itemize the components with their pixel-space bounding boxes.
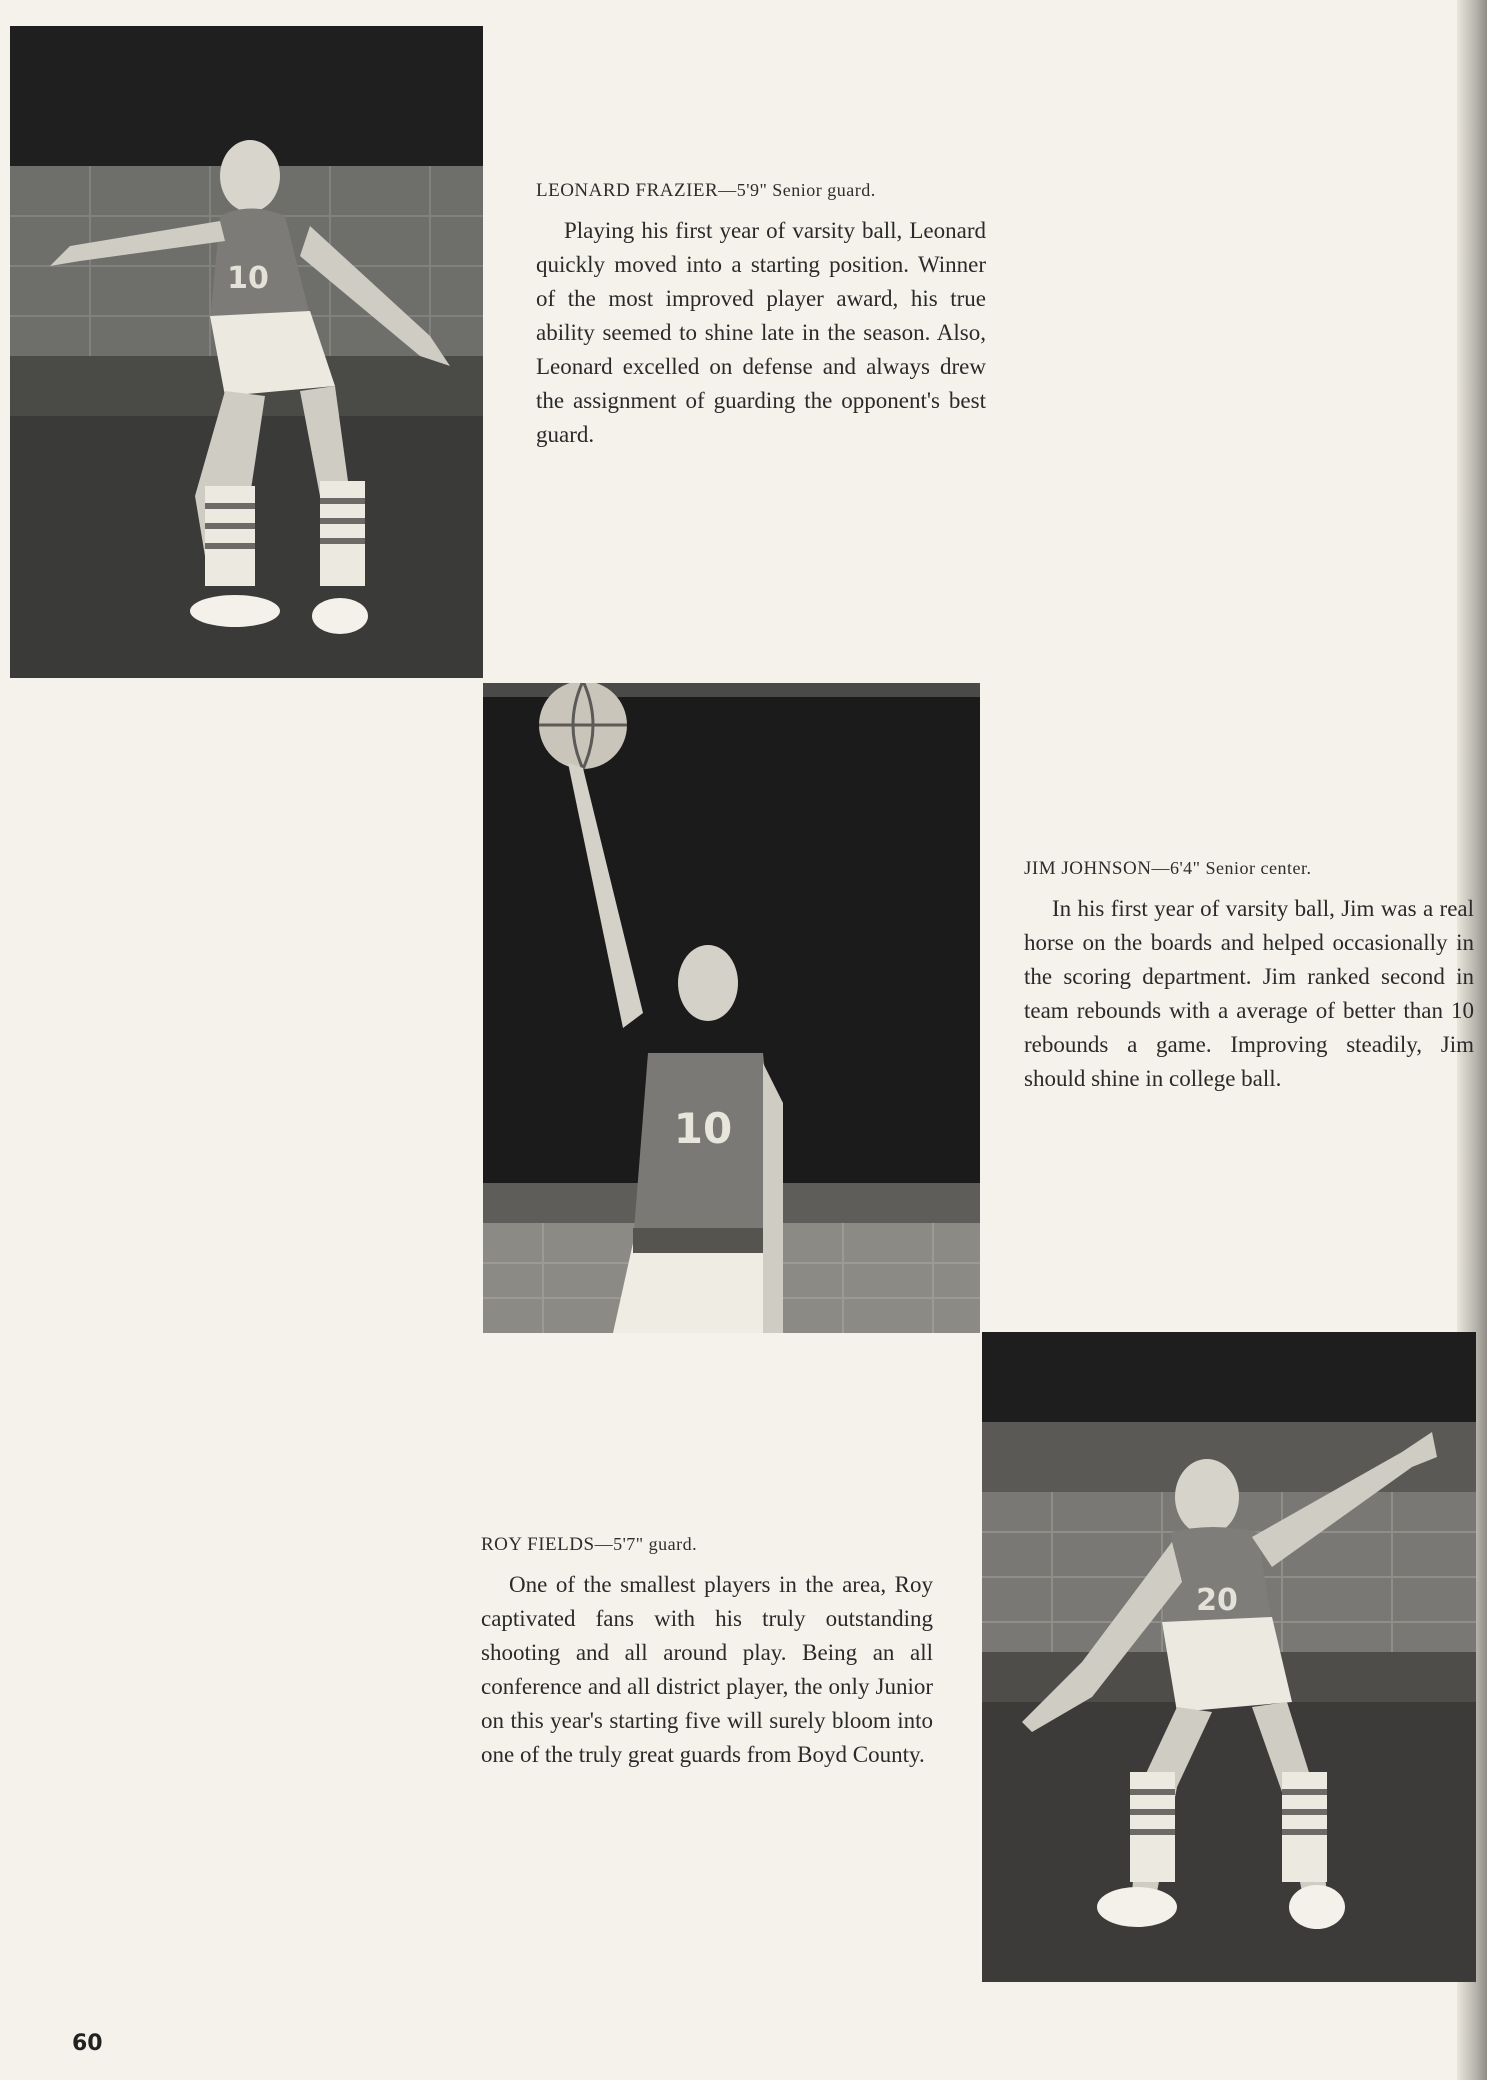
caption-jim-johnson [1024,858,1474,1096]
player-heading [481,1534,933,1556]
jersey-number-3: 20 [1196,1583,1238,1618]
player-details: —5'7" guard. [594,1534,698,1554]
player-details: —5'9" Senior guard. [718,180,876,200]
player-bio: In his first year of varsity ball, Jim was a real horse on the boards and helped occasionally in the scoring department. Jim ranked second in team rebounds with a average of better than 10 rebounds a game. Improving steadily, Jim should shine in college ball. [1024,896,1474,1091]
caption-leonard-frazier [536,180,986,452]
player-bio: Playing his first year of varsity ball, Leonard quickly moved into a starting position. Winner of the most improved player award, his true ability seemed to shine late in the season. Also, Leonard excelled on defense and always drew the assignment of guarding the opponent's best guard. [536,218,986,447]
player-name: LEONARD FRAZIER [536,180,719,201]
player-bio: One of the smallest players in the area, Roy captivated fans with his truly outstanding shooting and all around play. Being an all conference and all district player, the only Junior on this year's starting five will surely bloom into one of the truly great guards from Boyd County. [481,1572,933,1767]
photo-leonard-frazier [10,26,483,678]
player-heading [536,180,986,202]
photo-jim-johnson [483,683,980,1333]
player-details: —6'4" Senior center. [1151,858,1312,878]
player-name: JIM JOHNSON [1024,858,1152,879]
player-photo-1-image [10,26,483,678]
player-name: ROY FIELDS [481,1534,595,1555]
player-photo-3-image [982,1332,1476,1982]
caption-roy-fields [481,1534,933,1772]
jersey-number-1: 10 [227,261,269,296]
player-heading [1024,858,1474,880]
page-number: 60 [72,2031,103,2056]
player-photo-2-image [483,683,980,1333]
jersey-number-2: 10 [673,1104,733,1153]
photo-roy-fields [982,1332,1476,1982]
